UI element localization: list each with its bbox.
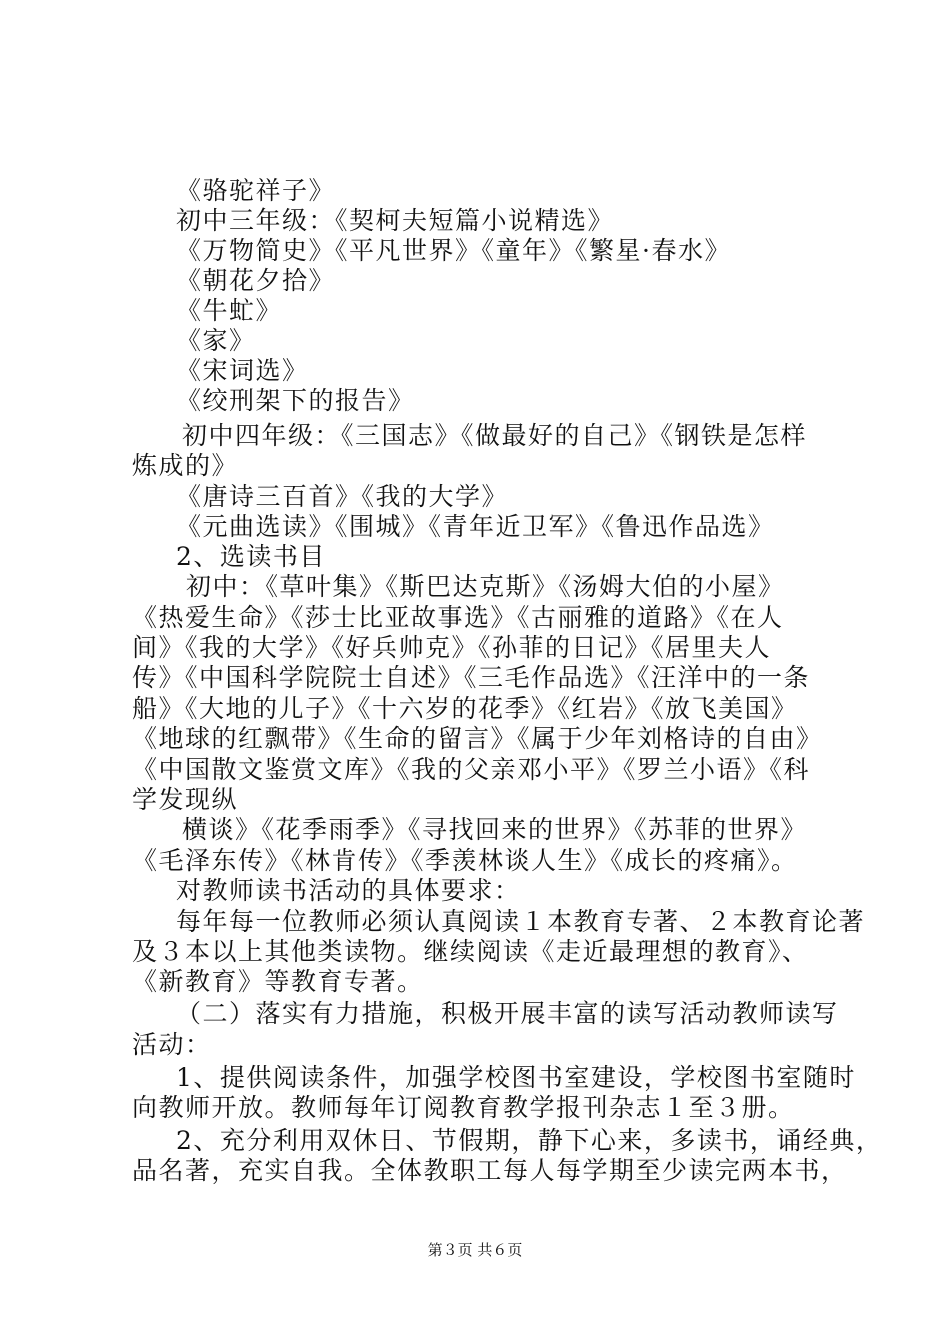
- text-line: 船》《大地的儿子》《十六岁的花季》《红岩》《放飞美国》: [132, 694, 798, 723]
- page-number: 第３页 共６页: [427, 1241, 523, 1259]
- text-line: （二）落实有力措施，积极开展丰富的读写活动教师读写: [176, 999, 839, 1028]
- text-line: 间》《我的大学》《好兵帅克》《孙菲的日记》《居里夫人: [132, 633, 772, 662]
- text-line: 《家》: [176, 326, 256, 355]
- text-line: 及３本以上其他类读物。继续阅读《走近最理想的教育》、: [132, 937, 809, 966]
- text-line: 《宋词选》: [176, 356, 309, 385]
- text-line: 《元曲选读》《围城》《青年近卫军》《鲁迅作品选》: [176, 512, 775, 541]
- text-line: 《热爱生命》《莎士比亚故事选》《古丽雅的道路》《在人: [132, 603, 784, 632]
- text-line: 2、选读书目: [176, 542, 326, 571]
- text-line: 对教师读书活动的具体要求：: [176, 876, 521, 905]
- text-line: 初中：《草叶集》《斯巴达克斯》《汤姆大伯的小屋》: [186, 572, 785, 601]
- text-line: 炼成的》: [132, 451, 239, 480]
- text-line: 《骆驼祥子》: [176, 176, 336, 205]
- text-line: 活动：: [132, 1030, 212, 1059]
- text-line: 《牛虻》: [176, 296, 283, 325]
- text-line: 向教师开放。教师每年订阅教育教学报刊杂志１至３册。: [132, 1093, 795, 1122]
- text-line: 初中四年级：《三国志》《做最好的自己》《钢铁是怎样: [182, 421, 808, 450]
- text-line: 《万物简史》《平凡世界》《童年》《繁星·春水》: [176, 236, 731, 265]
- text-line: 《绞刑架下的报告》: [176, 386, 415, 415]
- text-line: 《唐诗三百首》《我的大学》: [176, 482, 509, 511]
- text-line: 《地球的红飘带》《生命的留言》《属于少年刘格诗的自由》: [132, 724, 823, 753]
- text-line: 传》《中国科学院院士自述》《三毛作品选》《汪洋中的一条: [132, 663, 811, 692]
- text-line: 《新教育》等教育专著。: [132, 967, 424, 996]
- text-line: 《中国散文鉴赏文库》《我的父亲邓小平》《罗兰小语》《科: [132, 755, 811, 784]
- text-line: 《毛泽东传》《林肯传》《季羡林谈人生》《成长的疼痛》。: [132, 846, 798, 875]
- text-line: 《朝花夕拾》: [176, 266, 336, 295]
- text-line: 品名著，充实自我。全体教职工每人每学期至少读完两本书，: [132, 1156, 848, 1185]
- text-line: 初中三年级：《契柯夫短篇小说精选》: [176, 206, 615, 235]
- text-line: 横谈》《花季雨季》《寻找回来的世界》《苏菲的世界》: [182, 815, 808, 844]
- text-line: 每年每一位教师必须认真阅读１本教育专著、２本教育论著: [176, 907, 866, 936]
- text-line: 2、充分利用双休日、节假期，静下心来，多读书，诵经典，: [176, 1126, 883, 1155]
- text-line: 学发现纵: [132, 785, 239, 814]
- text-line: 1、提供阅读条件，加强学校图书室建设，学校图书室随时: [176, 1063, 856, 1092]
